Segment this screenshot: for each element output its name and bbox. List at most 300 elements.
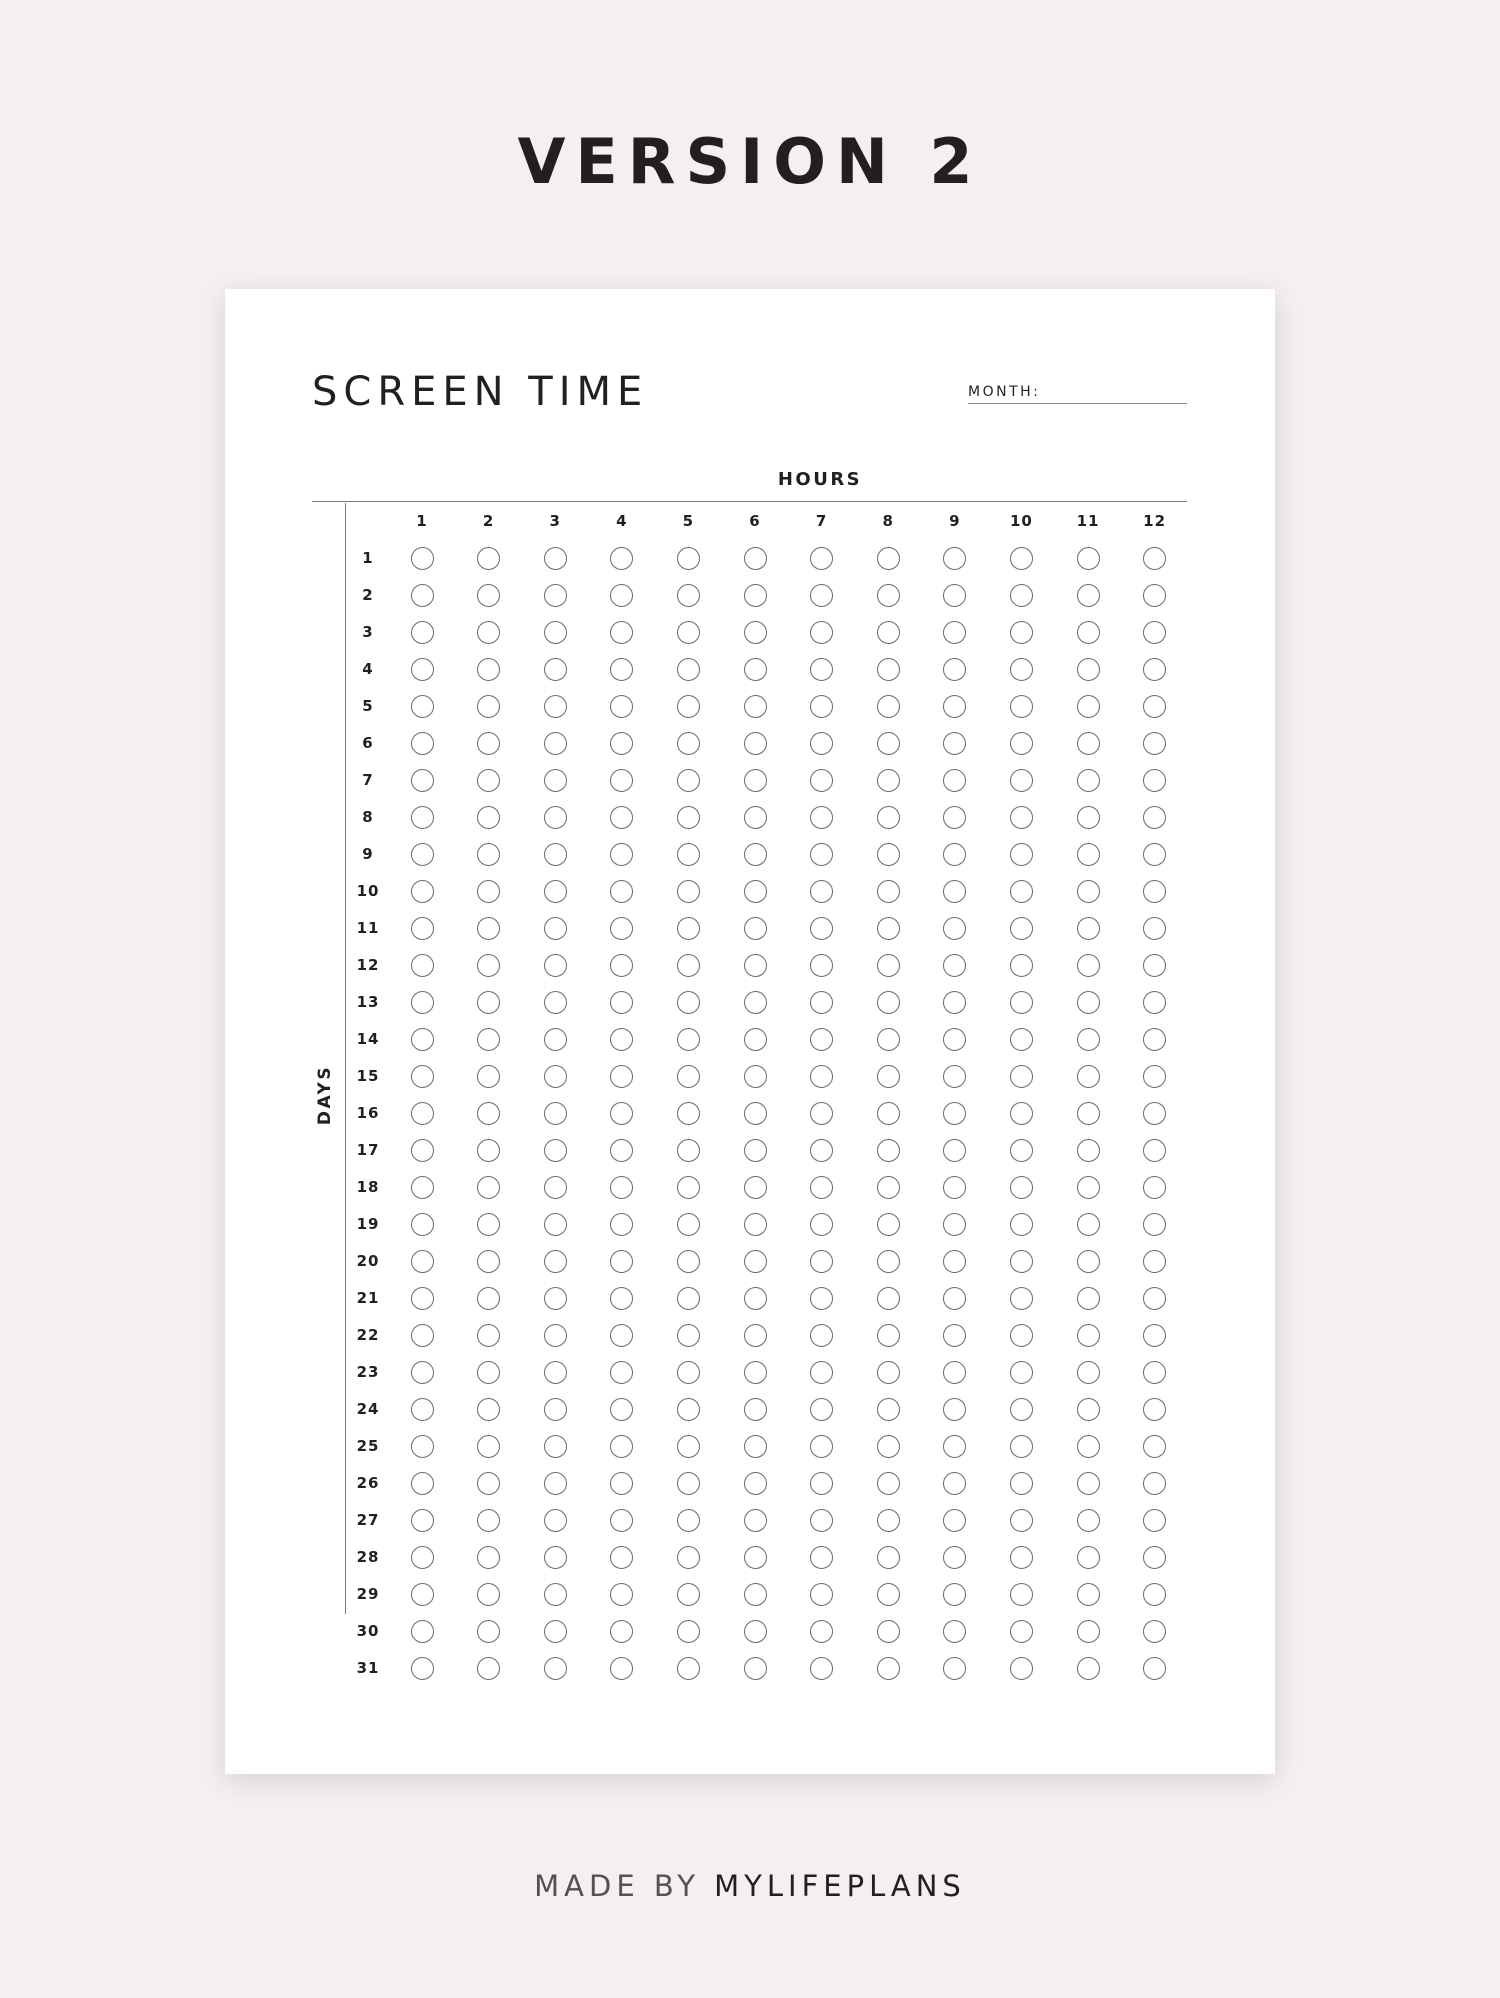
hour-bubble[interactable] [610,954,633,977]
hour-bubble[interactable] [943,1435,966,1458]
hour-bubble[interactable] [1010,1176,1033,1199]
hour-bubble[interactable] [744,1435,767,1458]
hour-bubble[interactable] [810,1361,833,1384]
hour-bubble[interactable] [544,1324,567,1347]
hour-bubble[interactable] [810,547,833,570]
hour-bubble[interactable] [1143,880,1166,903]
hour-bubble[interactable] [1010,1028,1033,1051]
hour-bubble[interactable] [677,806,700,829]
hour-bubble[interactable] [744,584,767,607]
hour-bubble[interactable] [477,1472,500,1495]
hour-bubble[interactable] [810,1213,833,1236]
hour-bubble[interactable] [544,1657,567,1680]
hour-bubble[interactable] [544,1139,567,1162]
hour-bubble[interactable] [943,1657,966,1680]
hour-bubble[interactable] [1143,769,1166,792]
hour-bubble[interactable] [810,1472,833,1495]
hour-bubble[interactable] [477,732,500,755]
hour-bubble[interactable] [677,991,700,1014]
hour-bubble[interactable] [411,991,434,1014]
hour-bubble[interactable] [877,769,900,792]
hour-bubble[interactable] [877,584,900,607]
hour-bubble[interactable] [877,1102,900,1125]
hour-bubble[interactable] [1143,806,1166,829]
hour-bubble[interactable] [1143,1398,1166,1421]
hour-bubble[interactable] [411,658,434,681]
hour-bubble[interactable] [411,917,434,940]
hour-bubble[interactable] [544,1102,567,1125]
hour-bubble[interactable] [943,1546,966,1569]
hour-bubble[interactable] [477,1250,500,1273]
hour-bubble[interactable] [943,547,966,570]
hour-bubble[interactable] [1077,1398,1100,1421]
hour-bubble[interactable] [877,991,900,1014]
hour-bubble[interactable] [411,1657,434,1680]
hour-bubble[interactable] [411,1398,434,1421]
hour-bubble[interactable] [677,547,700,570]
hour-bubble[interactable] [744,880,767,903]
hour-bubble[interactable] [1077,843,1100,866]
hour-bubble[interactable] [1143,1583,1166,1606]
hour-bubble[interactable] [544,880,567,903]
hour-bubble[interactable] [1143,1065,1166,1088]
hour-bubble[interactable] [810,1176,833,1199]
hour-bubble[interactable] [744,1139,767,1162]
hour-bubble[interactable] [411,1176,434,1199]
hour-bubble[interactable] [477,843,500,866]
hour-bubble[interactable] [943,1028,966,1051]
hour-bubble[interactable] [677,1065,700,1088]
hour-bubble[interactable] [877,1620,900,1643]
hour-bubble[interactable] [1010,1065,1033,1088]
hour-bubble[interactable] [744,1065,767,1088]
hour-bubble[interactable] [610,1583,633,1606]
hour-bubble[interactable] [610,1102,633,1125]
hour-bubble[interactable] [877,1213,900,1236]
hour-bubble[interactable] [1077,1287,1100,1310]
hour-bubble[interactable] [1143,584,1166,607]
hour-bubble[interactable] [1143,547,1166,570]
hour-bubble[interactable] [544,695,567,718]
hour-bubble[interactable] [744,954,767,977]
hour-bubble[interactable] [477,1213,500,1236]
hour-bubble[interactable] [477,1620,500,1643]
hour-bubble[interactable] [544,547,567,570]
hour-bubble[interactable] [943,1583,966,1606]
hour-bubble[interactable] [1143,1213,1166,1236]
hour-bubble[interactable] [677,732,700,755]
hour-bubble[interactable] [877,732,900,755]
hour-bubble[interactable] [677,1139,700,1162]
hour-bubble[interactable] [810,1028,833,1051]
hour-bubble[interactable] [744,1509,767,1532]
hour-bubble[interactable] [1010,1324,1033,1347]
hour-bubble[interactable] [877,1324,900,1347]
hour-bubble[interactable] [677,1509,700,1532]
hour-bubble[interactable] [1143,991,1166,1014]
hour-bubble[interactable] [610,1028,633,1051]
hour-bubble[interactable] [544,1620,567,1643]
hour-bubble[interactable] [1077,695,1100,718]
hour-bubble[interactable] [477,1435,500,1458]
hour-bubble[interactable] [943,1472,966,1495]
hour-bubble[interactable] [810,584,833,607]
hour-bubble[interactable] [744,1657,767,1680]
hour-bubble[interactable] [477,1324,500,1347]
hour-bubble[interactable] [810,1546,833,1569]
hour-bubble[interactable] [1143,1028,1166,1051]
hour-bubble[interactable] [411,806,434,829]
hour-bubble[interactable] [744,732,767,755]
hour-bubble[interactable] [1143,1176,1166,1199]
hour-bubble[interactable] [610,695,633,718]
hour-bubble[interactable] [544,991,567,1014]
hour-bubble[interactable] [677,843,700,866]
hour-bubble[interactable] [1143,1546,1166,1569]
hour-bubble[interactable] [677,1028,700,1051]
hour-bubble[interactable] [1010,1435,1033,1458]
hour-bubble[interactable] [877,1139,900,1162]
hour-bubble[interactable] [477,917,500,940]
hour-bubble[interactable] [1010,732,1033,755]
hour-bubble[interactable] [677,1657,700,1680]
hour-bubble[interactable] [544,584,567,607]
hour-bubble[interactable] [943,584,966,607]
hour-bubble[interactable] [1143,917,1166,940]
hour-bubble[interactable] [744,1102,767,1125]
hour-bubble[interactable] [610,880,633,903]
hour-bubble[interactable] [677,1398,700,1421]
hour-bubble[interactable] [610,1509,633,1532]
hour-bubble[interactable] [1010,695,1033,718]
hour-bubble[interactable] [744,695,767,718]
hour-bubble[interactable] [1010,1139,1033,1162]
hour-bubble[interactable] [677,695,700,718]
hour-bubble[interactable] [877,658,900,681]
hour-bubble[interactable] [943,991,966,1014]
hour-bubble[interactable] [1077,1657,1100,1680]
hour-bubble[interactable] [1077,1139,1100,1162]
hour-bubble[interactable] [677,1102,700,1125]
hour-bubble[interactable] [1077,1472,1100,1495]
hour-bubble[interactable] [943,769,966,792]
hour-bubble[interactable] [744,1250,767,1273]
hour-bubble[interactable] [810,1139,833,1162]
hour-bubble[interactable] [744,1398,767,1421]
hour-bubble[interactable] [411,1546,434,1569]
hour-bubble[interactable] [877,547,900,570]
hour-bubble[interactable] [477,1509,500,1532]
hour-bubble[interactable] [877,917,900,940]
hour-bubble[interactable] [744,806,767,829]
hour-bubble[interactable] [744,917,767,940]
hour-bubble[interactable] [1077,1583,1100,1606]
hour-bubble[interactable] [744,1546,767,1569]
hour-bubble[interactable] [744,547,767,570]
hour-bubble[interactable] [477,806,500,829]
hour-bubble[interactable] [610,1435,633,1458]
hour-bubble[interactable] [544,1509,567,1532]
hour-bubble[interactable] [1143,1324,1166,1347]
hour-bubble[interactable] [810,806,833,829]
hour-bubble[interactable] [544,769,567,792]
hour-bubble[interactable] [877,1287,900,1310]
hour-bubble[interactable] [544,1472,567,1495]
hour-bubble[interactable] [943,1250,966,1273]
hour-bubble[interactable] [544,621,567,644]
hour-bubble[interactable] [477,1176,500,1199]
hour-bubble[interactable] [1077,954,1100,977]
hour-bubble[interactable] [877,1657,900,1680]
hour-bubble[interactable] [877,1509,900,1532]
hour-bubble[interactable] [477,1583,500,1606]
hour-bubble[interactable] [810,954,833,977]
hour-bubble[interactable] [744,621,767,644]
hour-bubble[interactable] [877,843,900,866]
hour-bubble[interactable] [943,1398,966,1421]
hour-bubble[interactable] [477,621,500,644]
hour-bubble[interactable] [677,1324,700,1347]
hour-bubble[interactable] [544,917,567,940]
hour-bubble[interactable] [1010,621,1033,644]
hour-bubble[interactable] [943,1509,966,1532]
hour-bubble[interactable] [877,1176,900,1199]
hour-bubble[interactable] [677,1361,700,1384]
hour-bubble[interactable] [477,991,500,1014]
hour-bubble[interactable] [1077,1620,1100,1643]
hour-bubble[interactable] [877,621,900,644]
hour-bubble[interactable] [877,1398,900,1421]
hour-bubble[interactable] [810,621,833,644]
hour-bubble[interactable] [877,1361,900,1384]
hour-bubble[interactable] [677,1250,700,1273]
hour-bubble[interactable] [477,1361,500,1384]
hour-bubble[interactable] [610,1398,633,1421]
hour-bubble[interactable] [411,621,434,644]
hour-bubble[interactable] [411,1287,434,1310]
hour-bubble[interactable] [1010,1657,1033,1680]
hour-bubble[interactable] [1077,1102,1100,1125]
hour-bubble[interactable] [744,1620,767,1643]
hour-bubble[interactable] [477,1139,500,1162]
hour-bubble[interactable] [544,806,567,829]
hour-bubble[interactable] [677,954,700,977]
hour-bubble[interactable] [943,658,966,681]
hour-bubble[interactable] [411,1472,434,1495]
hour-bubble[interactable] [877,1435,900,1458]
hour-bubble[interactable] [610,732,633,755]
hour-bubble[interactable] [1143,1620,1166,1643]
hour-bubble[interactable] [1010,1102,1033,1125]
hour-bubble[interactable] [610,658,633,681]
hour-bubble[interactable] [610,621,633,644]
hour-bubble[interactable] [1077,769,1100,792]
hour-bubble[interactable] [943,1361,966,1384]
hour-bubble[interactable] [1010,1250,1033,1273]
hour-bubble[interactable] [1077,1546,1100,1569]
hour-bubble[interactable] [677,1620,700,1643]
hour-bubble[interactable] [1077,1509,1100,1532]
hour-bubble[interactable] [1010,1620,1033,1643]
hour-bubble[interactable] [610,1176,633,1199]
hour-bubble[interactable] [477,769,500,792]
hour-bubble[interactable] [810,1583,833,1606]
hour-bubble[interactable] [1077,547,1100,570]
hour-bubble[interactable] [1077,1324,1100,1347]
hour-bubble[interactable] [744,1472,767,1495]
hour-bubble[interactable] [1143,954,1166,977]
hour-bubble[interactable] [610,1324,633,1347]
hour-bubble[interactable] [411,1028,434,1051]
hour-bubble[interactable] [610,1065,633,1088]
hour-bubble[interactable] [943,1176,966,1199]
hour-bubble[interactable] [411,695,434,718]
hour-bubble[interactable] [477,954,500,977]
hour-bubble[interactable] [544,954,567,977]
hour-bubble[interactable] [477,695,500,718]
hour-bubble[interactable] [544,1546,567,1569]
hour-bubble[interactable] [411,1139,434,1162]
hour-bubble[interactable] [610,1620,633,1643]
hour-bubble[interactable] [810,769,833,792]
hour-bubble[interactable] [744,658,767,681]
hour-bubble[interactable] [877,1583,900,1606]
hour-bubble[interactable] [544,1028,567,1051]
hour-bubble[interactable] [544,1176,567,1199]
hour-bubble[interactable] [943,954,966,977]
hour-bubble[interactable] [1010,547,1033,570]
hour-bubble[interactable] [677,1287,700,1310]
hour-bubble[interactable] [544,1287,567,1310]
hour-bubble[interactable] [411,1102,434,1125]
hour-bubble[interactable] [1010,843,1033,866]
hour-bubble[interactable] [1010,1361,1033,1384]
hour-bubble[interactable] [411,1583,434,1606]
hour-bubble[interactable] [943,1620,966,1643]
hour-bubble[interactable] [477,1028,500,1051]
hour-bubble[interactable] [477,1287,500,1310]
hour-bubble[interactable] [943,843,966,866]
hour-bubble[interactable] [610,1657,633,1680]
hour-bubble[interactable] [411,1509,434,1532]
hour-bubble[interactable] [677,917,700,940]
hour-bubble[interactable] [744,1028,767,1051]
hour-bubble[interactable] [943,732,966,755]
hour-bubble[interactable] [1143,658,1166,681]
hour-bubble[interactable] [1077,1176,1100,1199]
hour-bubble[interactable] [1077,1065,1100,1088]
hour-bubble[interactable] [1143,1102,1166,1125]
hour-bubble[interactable] [677,658,700,681]
hour-bubble[interactable] [1010,880,1033,903]
hour-bubble[interactable] [610,806,633,829]
hour-bubble[interactable] [1010,1287,1033,1310]
hour-bubble[interactable] [1143,1139,1166,1162]
hour-bubble[interactable] [810,880,833,903]
hour-bubble[interactable] [1010,1472,1033,1495]
hour-bubble[interactable] [1143,1472,1166,1495]
hour-bubble[interactable] [544,1065,567,1088]
hour-bubble[interactable] [810,695,833,718]
hour-bubble[interactable] [610,1472,633,1495]
hour-bubble[interactable] [610,1213,633,1236]
hour-bubble[interactable] [411,1435,434,1458]
hour-bubble[interactable] [1143,1509,1166,1532]
hour-bubble[interactable] [477,1398,500,1421]
hour-bubble[interactable] [877,954,900,977]
hour-bubble[interactable] [411,1620,434,1643]
hour-bubble[interactable] [610,1546,633,1569]
hour-bubble[interactable] [744,1583,767,1606]
hour-bubble[interactable] [744,1324,767,1347]
hour-bubble[interactable] [610,1139,633,1162]
hour-bubble[interactable] [477,880,500,903]
hour-bubble[interactable] [810,991,833,1014]
hour-bubble[interactable] [1143,843,1166,866]
hour-bubble[interactable] [544,1250,567,1273]
hour-bubble[interactable] [1077,621,1100,644]
hour-bubble[interactable] [1143,1361,1166,1384]
hour-bubble[interactable] [544,1361,567,1384]
hour-bubble[interactable] [677,621,700,644]
hour-bubble[interactable] [477,1065,500,1088]
hour-bubble[interactable] [610,1287,633,1310]
hour-bubble[interactable] [610,769,633,792]
hour-bubble[interactable] [943,621,966,644]
hour-bubble[interactable] [677,1213,700,1236]
hour-bubble[interactable] [744,991,767,1014]
hour-bubble[interactable] [1077,584,1100,607]
hour-bubble[interactable] [810,1657,833,1680]
hour-bubble[interactable] [610,843,633,866]
hour-bubble[interactable] [544,1583,567,1606]
month-write-line[interactable] [968,403,1187,404]
hour-bubble[interactable] [877,1546,900,1569]
hour-bubble[interactable] [810,1250,833,1273]
hour-bubble[interactable] [477,547,500,570]
hour-bubble[interactable] [877,1028,900,1051]
hour-bubble[interactable] [544,843,567,866]
hour-bubble[interactable] [943,880,966,903]
hour-bubble[interactable] [877,880,900,903]
hour-bubble[interactable] [943,806,966,829]
hour-bubble[interactable] [544,1435,567,1458]
hour-bubble[interactable] [477,1102,500,1125]
hour-bubble[interactable] [810,732,833,755]
hour-bubble[interactable] [810,1620,833,1643]
hour-bubble[interactable] [411,547,434,570]
hour-bubble[interactable] [1010,658,1033,681]
hour-bubble[interactable] [1143,1657,1166,1680]
hour-bubble[interactable] [411,954,434,977]
hour-bubble[interactable] [677,769,700,792]
hour-bubble[interactable] [411,732,434,755]
hour-bubble[interactable] [877,1250,900,1273]
hour-bubble[interactable] [744,1176,767,1199]
hour-bubble[interactable] [877,1472,900,1495]
hour-bubble[interactable] [1077,1213,1100,1236]
hour-bubble[interactable] [677,1435,700,1458]
hour-bubble[interactable] [943,1102,966,1125]
hour-bubble[interactable] [477,1657,500,1680]
hour-bubble[interactable] [744,843,767,866]
hour-bubble[interactable] [877,1065,900,1088]
hour-bubble[interactable] [1143,1250,1166,1273]
hour-bubble[interactable] [810,843,833,866]
hour-bubble[interactable] [610,1250,633,1273]
hour-bubble[interactable] [677,584,700,607]
hour-bubble[interactable] [610,991,633,1014]
